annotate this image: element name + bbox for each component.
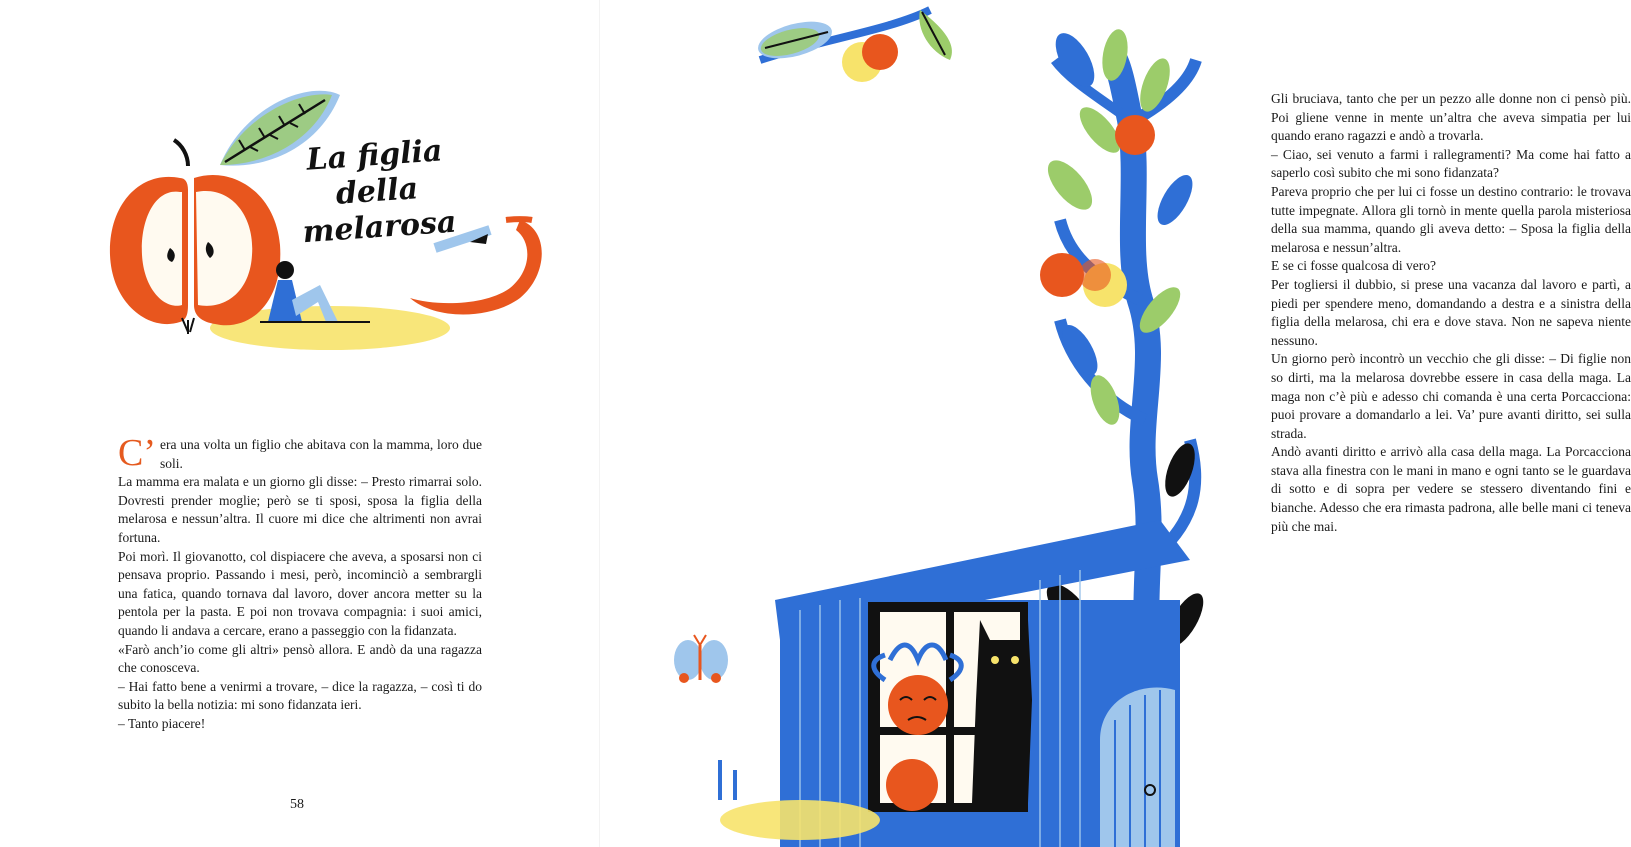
page-number: 58: [290, 797, 304, 812]
first-line: era una volta un figlio che abitava con la mamma, loro due soli.: [160, 437, 482, 471]
paragraph: Poi morì. Il giovanotto, col dispiacere che aveva, a sposarsi non ci pensava proprio. Passando i mesi, però, incominciò a sembrargli una fatica, quando tornava dal lavoro, dover ancora metter su la pentola per la pasta. E poi non trovava compagnia: i suoi amici, quando li andava a cercare, erano a passeggio con la fidanzata.: [118, 548, 482, 638]
chapter-title: [288, 132, 465, 252]
paragraph: E se ci fosse qualcosa di vero?: [1271, 258, 1436, 274]
left-page: [0, 0, 600, 847]
paragraph: [118, 432, 482, 474]
paragraph: Andò avanti diritto e arrivò alla casa della maga. La Porcacciona stava alla finestra con le mani in mano e ogni tanto se le guardava di sotto e di sopra per vedere se stessero diventando fini e bianche. Adesso che era rimasta padrona, alle belle mani ci teneva più che mai.: [1271, 444, 1631, 534]
paragraph: La mamma era malata e un giorno gli disse: – Presto rimarrai solo. Dovresti prender moglie; però se ti sposi, sposa la figlia della melarosa e nessun’altra. Il cuore mi dice che altrimenti non avrai fortuna.: [118, 474, 482, 545]
paragraph: Pareva proprio che per lui ci fosse un destino contrario: le trovava tutte impegnate. Allora gli tornò in mente quella parola misteriosa della sua mamma, quando gli aveva detto: – Sposa la figlia della melarosa e nessun’altra.: [1271, 183, 1631, 255]
title-line: La figlia: [305, 133, 444, 178]
left-body-text: [118, 432, 482, 734]
title-line: della: [334, 171, 420, 212]
paragraph: Un giorno però incontrò un vecchio che gli disse: – Di figlie non so dirti, ma la melarosa dovrebbe essere in casa della maga. La maga non c’è più e adesso chi comanda è una certa Porcacciona: puoi provare a domandarlo a lei. Va’ pure avanti diritto, sei sulla strada.: [1271, 351, 1631, 441]
paragraph: Gli bruciava, tanto che per un pezzo alle donne non ci pensò più. Poi gliene venne in mente un’altra che aveva simpatia per lui quando erano ragazzi e andò a trovarla.: [1271, 91, 1631, 144]
title-line: melarosa: [301, 204, 458, 251]
paragraph: – Hai fatto bene a venirmi a trovare, – dice la ragazza, – così ti do subito la bella notizia: mi sono fidanzata ieri.: [118, 678, 482, 713]
house-tree-illustration: [600, 0, 1200, 847]
paragraph: – Ciao, sei venuto a farmi i rallegramenti? Ma come hai fatto a saperlo così subito che mi sono fidanzata?: [1271, 146, 1631, 181]
paragraph: «Farò anch’io come gli altri» pensò allora. E andò da una ragazza che conosceva.: [118, 641, 482, 676]
butterfly: [674, 635, 728, 683]
right-body-text: [1271, 90, 1631, 536]
paragraph: Per togliersi il dubbio, si prese una vacanza dal lavoro e partì, a piedi per spendere meno, domandando a destra e a sinistra della figlia della melarosa, chi era e dove stava. Non ne sapeva niente nessuno.: [1271, 276, 1631, 348]
paragraph: – Tanto piacere!: [118, 715, 206, 731]
drop-cap: C’: [118, 432, 156, 474]
